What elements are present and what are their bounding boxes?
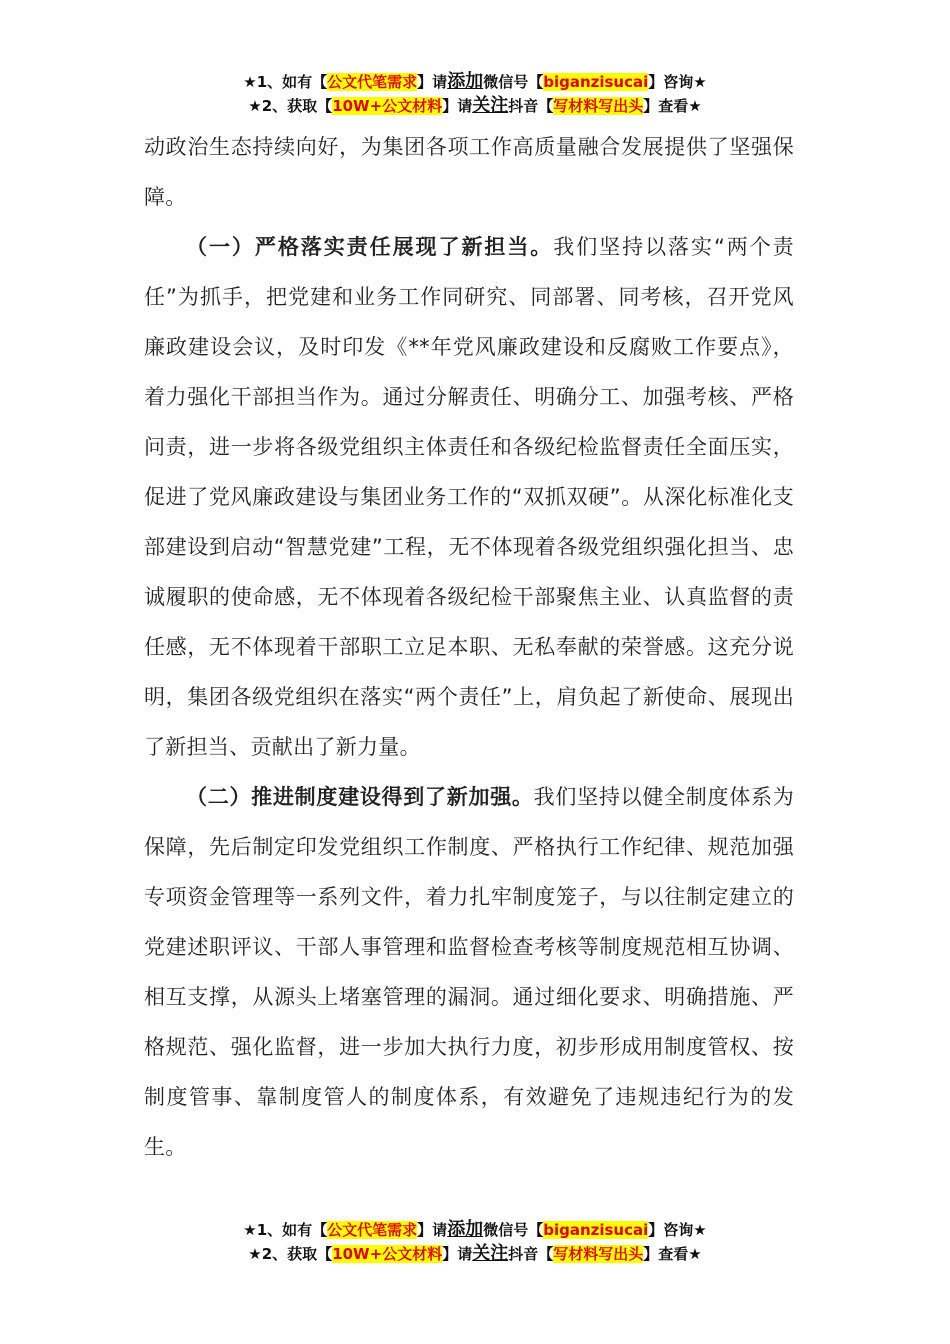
section-1-body: 我们坚持以落实“两个责任”为抓手，把党建和业务工作同研究、同部署、同考核，召开党风廉政建设会议，及时印发《**年党风廉政建设和反腐败工作要点》，着力强化干部担当作为。通过分解责任、明确分工、加强考核、严格问责，进一步将各级党组织主体责任和各级纪检监督责任全面压实，促进了党风廉政建设与集团业务工作的“双抓双硬”。从深化标准化支部建设到启动“智慧党建”工程，无不体现着各级党组织强化担当、忠诚履职的使命感，无不体现着各级纪检干部聚焦主业、认真监督的责任感，无不体现着干部职工立足本职、无私奉献的荣誉感。这充分说明，集团各级党组织在落实“两个责任”上，肩负起了新使命、展现出了新担当、贡献出了新力量。 [144,235,794,759]
star-icon: ★ [248,1245,262,1263]
star-icon: ★ [243,1221,257,1239]
star-icon: ★ [693,1221,707,1239]
promo-text: 微信号【 [483,1221,544,1239]
promo-text: 微信号【 [483,73,544,91]
promo-text: 】咨询 [648,73,694,91]
promo-emphasis: 关注 [472,95,509,116]
top-promo-banner [0,70,950,118]
promo-emphasis: 添加 [447,1219,484,1240]
douyin-id-highlight: 写材料写出头 [553,97,644,115]
promo-text: 抖音【 [508,97,554,115]
wechat-id-highlight: biganzisucai [543,73,649,91]
promo-line-1 [0,70,950,94]
promo-text: 2、获取【 [261,97,333,115]
document-body [144,122,794,1172]
section-2-heading: （二）推进制度建设得到了新加强。 [186,785,534,809]
section-2-body: 我们坚持以健全制度体系为保障，先后制定印发党组织工作制度、严格执行工作纪律、规范加强专项资金管理等一系列文件，着力扎牢制度笼子，与以往制定建立的党建述职评议、干部人事管理和监督检查考核等制度规范相互协调、相互支撑，从源头上堵塞管理的漏洞。通过细化要求、明确措施、严格规范、强化监督，进一步加大执行力度，初步形成用制度管权、按制度管事、靠制度管人的制度体系，有效避免了违规违纪行为的发生。 [144,785,794,1159]
star-icon: ★ [688,97,702,115]
star-icon: ★ [243,73,257,91]
wechat-id-highlight: biganzisucai [543,1221,649,1239]
section-1-heading: （一）严格落实责任展现了新担当。 [186,235,554,259]
promo-text: 抖音【 [508,1245,554,1263]
promo-text: 】请 [442,1245,473,1263]
paragraph-continued: 动政治生态持续向好，为集团各项工作高质量融合发展提供了坚强保障。 [144,135,794,209]
promo-highlight: 10W+公文材料 [332,97,443,115]
promo-highlight: 公文代笔需求 [327,73,418,91]
star-icon: ★ [248,97,262,115]
promo-text: 】查看 [643,97,689,115]
promo-text: 】查看 [643,1245,689,1263]
douyin-id-highlight: 写材料写出头 [553,1245,644,1263]
promo-text: 】请 [417,73,448,91]
promo-emphasis: 关注 [472,1243,509,1264]
section-1-paragraph [144,222,794,772]
star-icon: ★ [688,1245,702,1263]
promo-text: 2、获取【 [261,1245,333,1263]
promo-highlight: 公文代笔需求 [327,1221,418,1239]
star-icon: ★ [693,73,707,91]
bottom-promo-banner [0,1218,950,1266]
promo-line-1 [0,1218,950,1242]
promo-text: 】请 [442,97,473,115]
promo-text: 1、如有【 [256,1221,328,1239]
promo-text: 】咨询 [648,1221,694,1239]
section-2-paragraph [144,772,794,1172]
promo-highlight: 10W+公文材料 [332,1245,443,1263]
promo-text: 】请 [417,1221,448,1239]
promo-text: 1、如有【 [256,73,328,91]
promo-emphasis: 添加 [447,71,484,92]
promo-line-2 [0,94,950,118]
promo-line-2 [0,1242,950,1266]
